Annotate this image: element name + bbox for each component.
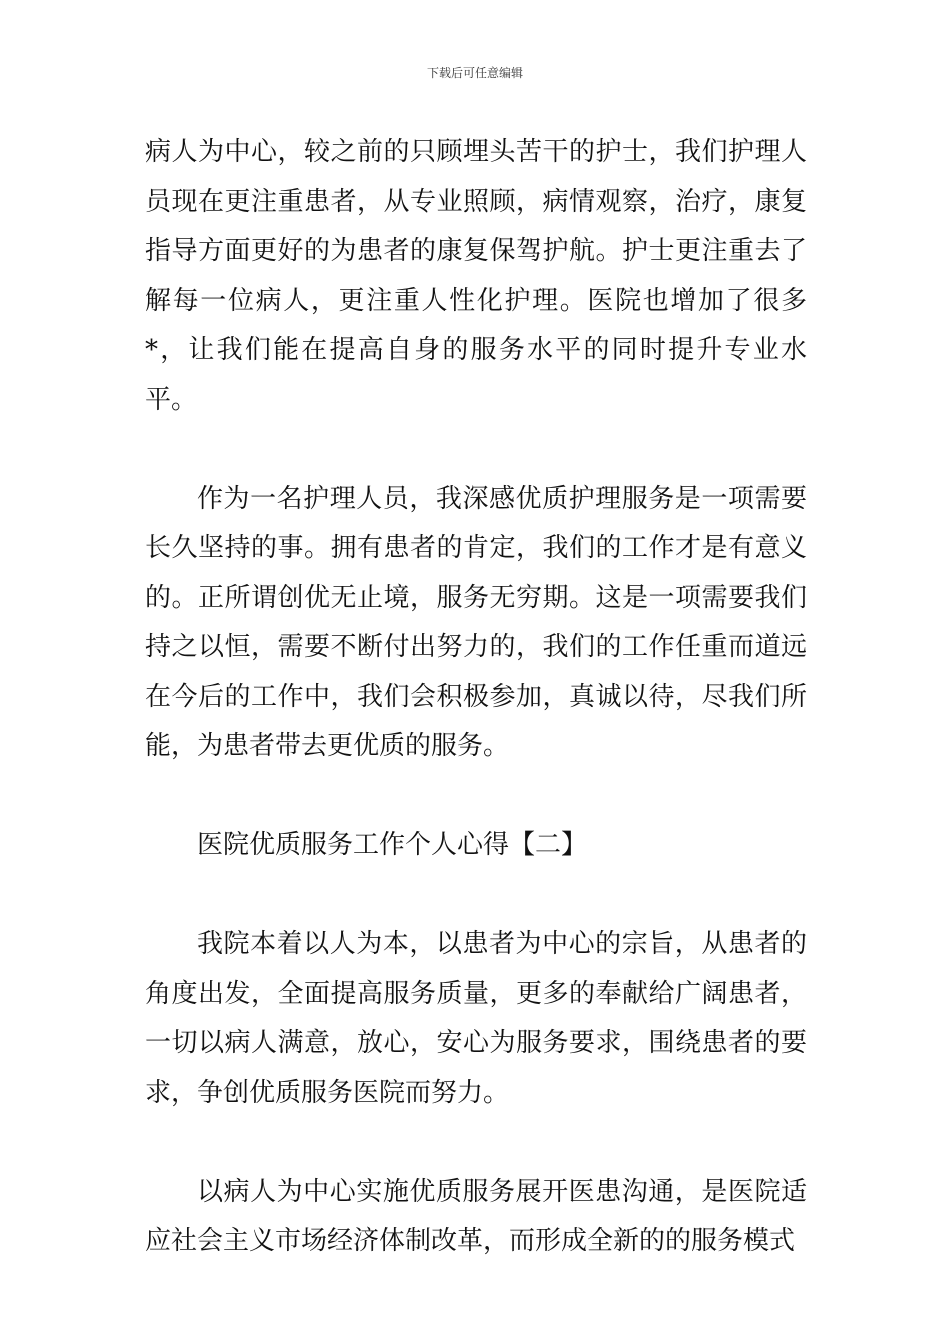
section-heading: 医院优质服务工作个人心得【二】 <box>197 830 588 860</box>
paragraph-spacer <box>145 871 807 921</box>
paragraph-3: 我院本着以人为本，以患者为中心的宗旨，从患者的角度出发，全面提高服务质量，更多的奉献给广阔患者，一切以病人满意，放心，安心为服务要求，围绕患者的要求，争创优质服务医院而努力。 <box>145 929 807 1108</box>
paragraph-spacer <box>145 1118 807 1168</box>
paragraph-spacer <box>145 772 807 822</box>
paragraph-4: 以病人为中心实施优质服务展开医患沟通，是医院适应社会主义市场经济体制改革，而形成全新的的服务模式 <box>145 1176 807 1256</box>
document-body <box>145 128 807 1267</box>
paragraph-spacer <box>145 425 807 475</box>
page-header-note: 下载后可任意编辑 <box>426 66 523 80</box>
paragraph-1: 病人为中心，较之前的只顾埋头苦干的护士，我们护理人员现在更注重患者，从专业照顾，病情观察，治疗，康复指导方面更好的为患者的康复保驾护航。护士更注重去了解每一位病人，更注重人性化护理。医院也增加了很多*，让我们能在提高自身的服务水平的同时提升专业水平。 <box>145 137 807 415</box>
paragraph-2: 作为一名护理人员，我深感优质护理服务是一项需要长久坚持的事。拥有患者的肯定，我们的工作才是有意义的。正所谓创优无止境，服务无穷期。这是一项需要我们持之以恒，需要不断付出努力的，我们的工作任重而道远在今后的工作中，我们会积极参加，真诚以待，尽我们所能，为患者带去更优质的服务。 <box>145 483 807 761</box>
